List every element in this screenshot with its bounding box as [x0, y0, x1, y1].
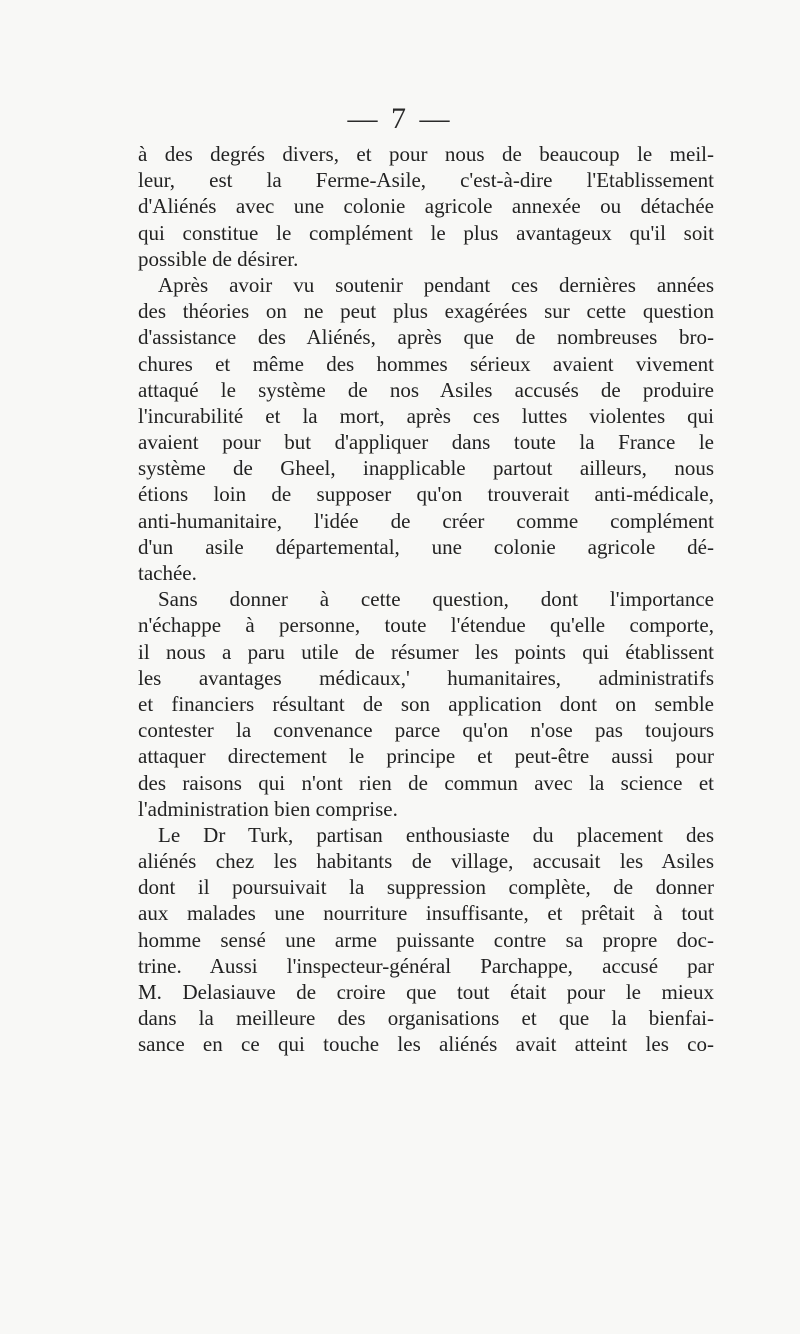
text-line: dans la meilleure des organisations et que la bienfai- [138, 1006, 714, 1031]
text-line: aux malades une nourriture insuffisante, et prêtait à tout [138, 901, 714, 926]
text-line: des raisons qui n'ont rien de commun avec la science et [138, 770, 714, 795]
text-line: à des degrés divers, et pour nous de beaucoup le meil- [138, 142, 714, 166]
text-line: des théories on ne peut plus exagérées sur cette question [138, 299, 714, 324]
text-line: leur, est la Ferme-Asile, c'est-à-dire l'Etablissement [138, 168, 714, 193]
text-line: il nous a paru utile de résumer les points qui établissent [138, 639, 714, 664]
text-line: avaient pour but d'appliquer dans toute la France le [138, 430, 714, 455]
text-line: qui constitue le complément le plus avantageux qu'il soit [138, 220, 714, 245]
text-line: Le Dr Turk, partisan enthousiaste du placement des [158, 822, 714, 847]
text-line: Après avoir vu soutenir pendant ces dernières années [158, 272, 714, 297]
text-line: tachée. [138, 561, 197, 585]
text-line: chures et même des hommes sérieux avaient vivement [138, 351, 714, 376]
text-line: l'incurabilité et la mort, après ces luttes violentes qui [138, 403, 714, 428]
text-line: aliénés chez les habitants de village, accusait les Asiles [138, 849, 714, 874]
text-line: l'administration bien comprise. [138, 796, 398, 821]
text-line: M. Delasiauve de croire que tout était pour le mieux [138, 980, 714, 1004]
text-line: n'échappe à personne, toute l'étendue qu'elle comporte, [138, 613, 714, 638]
text-line: et financiers résultant de son application dont on semble [138, 691, 714, 716]
text-line: les avantages médicaux,' humanitaires, administratifs [138, 665, 714, 690]
text-line: dont il poursuivait la suppression complète, de donner [138, 875, 714, 900]
body-text [138, 141, 714, 1058]
text-line: d'assistance des Aliénés, après que de nombreuses bro- [138, 325, 714, 350]
text-line: anti-humanitaire, l'idée de créer comme complément [138, 508, 714, 533]
page-number: — 7 — [347, 102, 453, 135]
text-line: trine. Aussi l'inspecteur-général Parchappe, accusé par [138, 953, 714, 978]
text-line: d'un asile départemental, une colonie agricole dé- [138, 534, 714, 559]
text-line: attaquer directement le principe et peut-être aussi pour [138, 744, 714, 769]
text-line: homme sensé une arme puissante contre sa propre doc- [138, 927, 714, 952]
text-line: contester la convenance parce qu'on n'ose pas toujours [138, 718, 714, 743]
text-line: étions loin de supposer qu'on trouverait anti-médicale, [138, 482, 714, 507]
text-line: système de Gheel, inapplicable partout ailleurs, nous [138, 456, 714, 481]
text-line: sance en ce qui touche les aliénés avait atteint les co- [138, 1032, 714, 1057]
text-line: d'Aliénés avec une colonie agricole annexée ou détachée [138, 194, 714, 219]
text-line: Sans donner à cette question, dont l'importance [158, 587, 714, 612]
text-line: possible de désirer. [138, 246, 299, 271]
text-line: attaqué le système de nos Asiles accusés de produire [138, 377, 714, 402]
